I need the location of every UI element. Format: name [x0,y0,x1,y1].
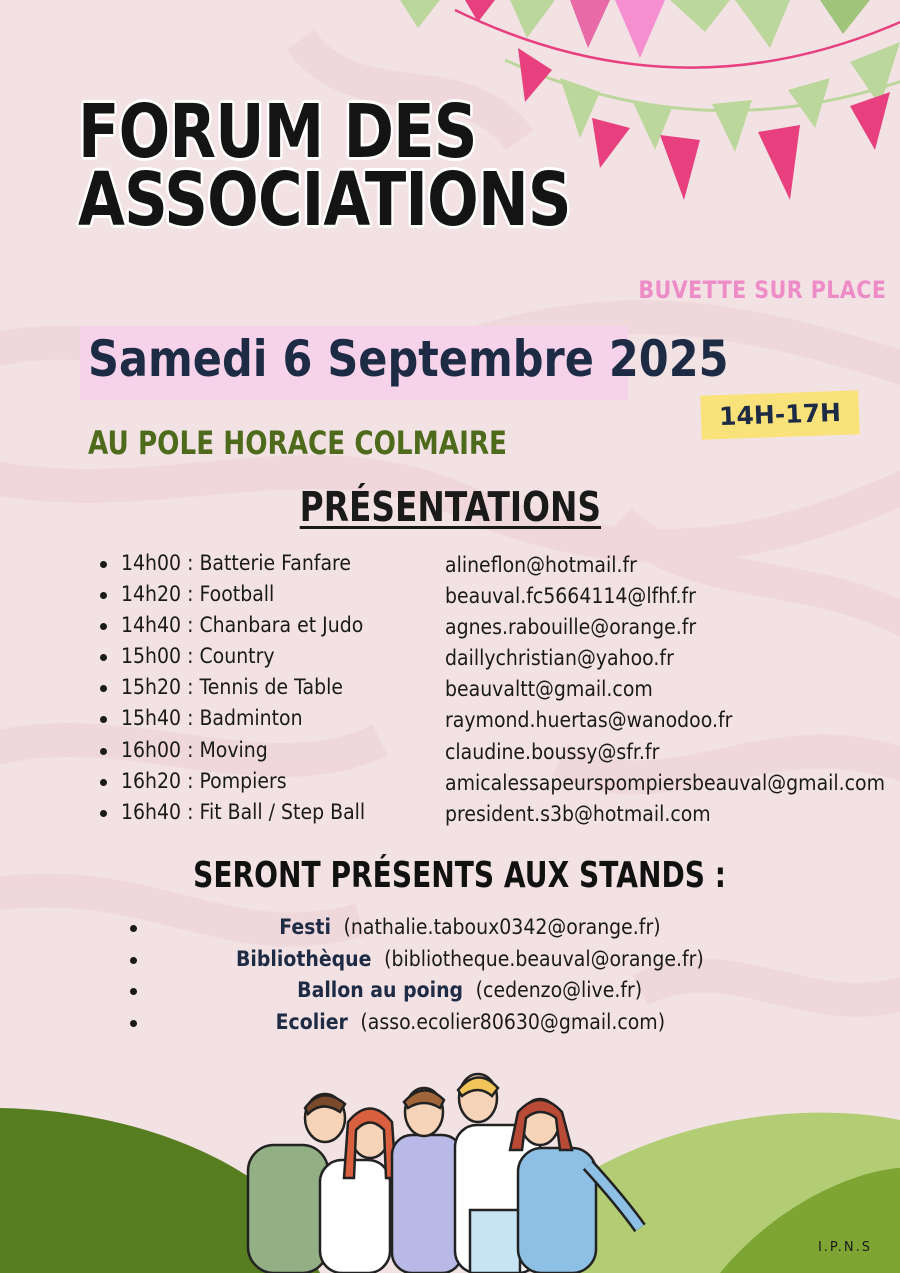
email-address: beauval.fc5664114@lfhf.fr [445,584,696,609]
stands-heading: SERONT PRÉSENTS AUX STANDS : [193,855,727,896]
title-line-1: FORUM DES [78,89,477,175]
buvette-note: BUVETTE SUR PLACE [637,276,886,304]
stand-contact: (asso.ecolier80630@gmail.com) [360,1009,665,1034]
stands-list [0,912,900,1038]
stand-contact: (nathalie.taboux0342@orange.fr) [343,915,661,939]
stand-contact: (bibliotheque.beauval@orange.fr) [384,946,704,971]
schedule-item: 14h20 : Football [100,579,392,610]
event-date: Samedi 6 Septembre 2025 [88,330,729,388]
presentations-schedule [100,548,392,828]
schedule-item: 16h00 : Moving [100,735,392,766]
event-time-badge: 14H-17H [700,390,859,439]
stand-name: Ecolier [275,1009,348,1034]
schedule-item: 14h40 : Chanbara et Judo [100,610,392,641]
stand-name: Ballon au poing [297,978,464,1002]
schedule-item: 16h20 : Pompiers [100,766,392,797]
schedule-item: 14h00 : Batterie Fanfare [100,548,392,579]
stand-name: Festi [279,915,332,939]
email-address: raymond.huertas@wanodoo.fr [445,708,733,733]
email-address: agnes.rabouille@orange.fr [445,615,697,640]
contact-emails [445,550,900,830]
email-address: president.s3b@hotmail.com [445,801,711,826]
schedule-item: 16h40 : Fit Ball / Step Ball [100,797,392,828]
schedule-item: 15h00 : Country [100,641,392,672]
stand-item [0,975,900,1007]
event-title [78,89,571,243]
stand-item [0,944,900,976]
email-address: daillychristian@yahoo.fr [445,646,674,671]
friends-illustration [248,1074,640,1273]
stand-name: Bibliothèque [236,946,372,971]
event-venue: AU POLE HORACE COLMAIRE [88,424,507,462]
email-address: alineflon@hotmail.fr [445,553,637,577]
stand-item [0,1007,900,1039]
schedule-item: 15h40 : Badminton [100,703,392,734]
ipns-mark: I.P.N.S [817,1240,872,1255]
stand-contact: (cedenzo@live.fr) [475,978,643,1002]
title-line-2: ASSOCIATIONS [78,157,571,243]
presentations-heading: PRÉSENTATIONS [299,483,601,531]
email-address: amicalessapeurspompiersbeauval@gmail.com [445,770,886,795]
schedule-item: 15h20 : Tennis de Table [100,672,392,703]
email-address: beauvaltt@gmail.com [445,677,653,702]
email-address: claudine.boussy@sfr.fr [445,739,660,764]
stand-item [0,912,900,944]
